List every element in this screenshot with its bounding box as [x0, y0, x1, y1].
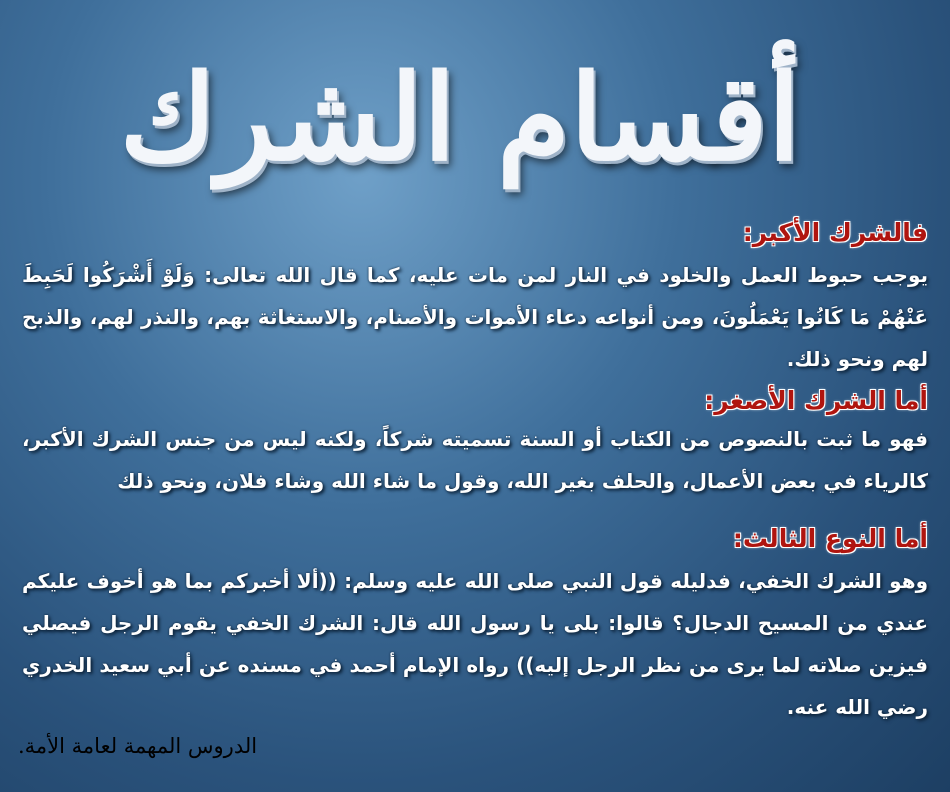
section-text-lesser-shirk: فهو ما ثبت بالنصوص من الكتاب أو السنة تسميته شركاً، ولكنه ليس من جنس الشرك الأكبر، كالرياء في بعض الأعمال، والحلف بغير الله، وقول ما شاء الله وشاء فلان، ونحو ذلك: [22, 427, 928, 493]
source-footer: الدروس المهمة لعامة الأمة.: [18, 734, 258, 758]
section-text-greater-shirk: يوجب حبوط العمل والخلود في النار لمن مات عليه، كما قال الله تعالى: وَلَوْ أَشْرَكُوا لَحَبِطَ عَنْهُمْ مَا كَانُوا يَعْمَلُونَ، ومن أنواعه دعاء الأموات والأصنام، والاستغاثة بهم، والنذر لهم، والذبح لهم ونحو ذلك.: [22, 263, 928, 371]
section-heading-lesser-shirk: أما الشرك الأصغر:: [704, 386, 928, 415]
section-heading-greater-shirk: فالشرك الأكبر:: [742, 218, 928, 247]
section-heading-third-type: أما النوع الثالث:: [732, 524, 928, 553]
section-text-third-type: وهو الشرك الخفي، فدليله قول النبي صلى الله عليه وسلم: ((ألا أخبركم بما هو أخوف عليكم عندي من المسيح الدجال؟ قالوا: بلى يا رسول الله قال: الشرك الخفي يقوم الرجل فيصلي فيزين صلاته لما يرى من نظر الرجل إليه)) رواه الإمام أحمد في مسنده عن أبي سعيد الخدري رضي الله عنه.: [22, 569, 928, 719]
page-title: أقسام الشرك: [119, 48, 801, 187]
